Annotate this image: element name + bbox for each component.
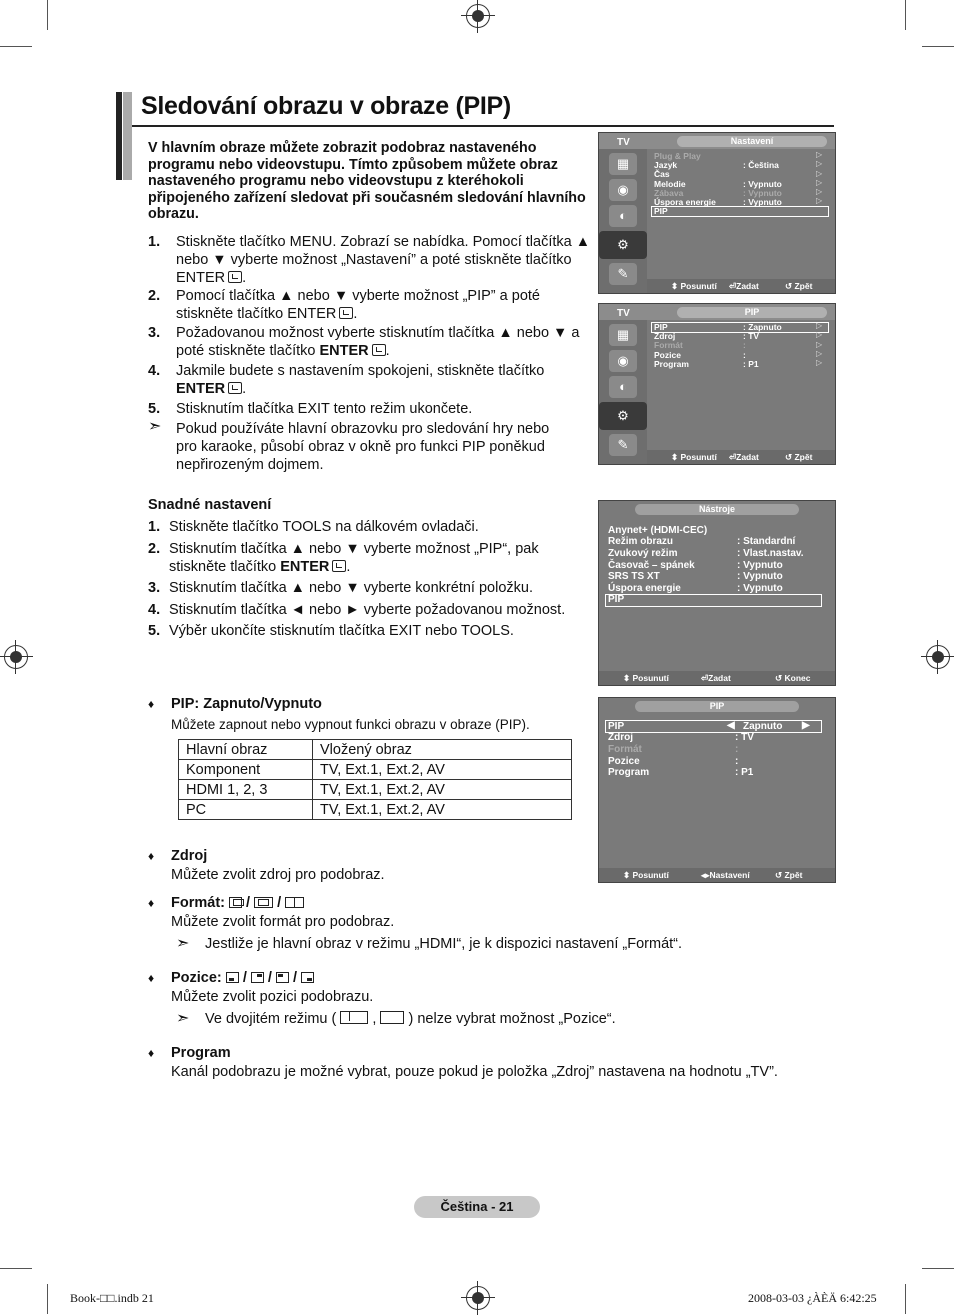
osd-header: PIP xyxy=(635,701,799,712)
osd-selection xyxy=(651,206,829,217)
step-text: Jakmile budete s nastavením spokojeni, stiskněte tlačítko xyxy=(176,363,545,379)
picture-menu-icon: ▦ xyxy=(609,153,637,175)
table-cell: HDMI 1, 2, 3 xyxy=(179,780,313,800)
osd-row-value: : P1 xyxy=(743,359,759,369)
print-footer-left: Book-□□.indb 21 xyxy=(70,1291,154,1305)
title-accent-bar xyxy=(116,92,122,180)
bullet-icon: ♦ xyxy=(148,849,155,863)
pozice-heading: Pozice: / / / xyxy=(171,970,314,986)
osd-row-label: PIP xyxy=(654,322,668,332)
osd-header: PIP xyxy=(677,307,827,318)
enter-hint: ⏎Zadat xyxy=(701,673,731,683)
osd-pip-tools-menu xyxy=(598,697,836,883)
osd-row-label: PIP xyxy=(654,206,668,216)
osd-row-label: Pozice xyxy=(608,756,640,767)
table-cell: Hlavní obraz xyxy=(179,740,313,760)
osd-selection xyxy=(605,720,822,733)
step-number: 4. xyxy=(148,363,161,379)
crop-mark xyxy=(0,46,32,47)
double-mode-icon xyxy=(340,1011,368,1024)
picture-menu-icon: ▦ xyxy=(609,324,637,346)
step-number: 2. xyxy=(148,541,161,557)
registration-mark-icon xyxy=(926,645,950,669)
table-cell: Komponent xyxy=(179,760,313,780)
osd-row-label: Pozice xyxy=(654,350,681,360)
sound-menu-icon: ◉ xyxy=(609,179,637,201)
osd-row-label: PIP xyxy=(608,594,625,605)
enter-label: ENTER xyxy=(319,343,369,359)
osd-row-value: : Standardní xyxy=(737,536,796,547)
move-hint: ⬍ Posunutí xyxy=(671,452,717,462)
table-row xyxy=(179,800,572,820)
step-number: 2. xyxy=(148,288,161,304)
bullet-icon: ♦ xyxy=(148,1046,155,1060)
osd-row-label: Zábava xyxy=(654,188,684,198)
title-accent-bar xyxy=(123,92,132,180)
crop-mark xyxy=(0,1268,32,1269)
osd-row-label: Formát xyxy=(608,744,642,755)
osd-row-value: : xyxy=(735,744,739,755)
osd-row-label: Plug & Play xyxy=(654,151,701,161)
step-text: Stisknutím tlačítka ◄ nebo ► vyberte požadovanou možnost. xyxy=(169,602,566,618)
osd-header: Nástroje xyxy=(635,504,799,515)
osd-tv-label: TV xyxy=(617,308,630,319)
step-text: Stisknutím tlačítka EXIT tento režim ukončete. xyxy=(176,401,473,417)
step-text: Pomocí tlačítka ▲ nebo ▼ vyberte možnost „PIP” a poté stiskněte tlačítko ENTER xyxy=(176,288,540,322)
osd-row-label: Anynet+ (HDMI-CEC) xyxy=(608,525,708,536)
arrow-right-icon: ▷ xyxy=(816,340,823,349)
step-number: 5. xyxy=(148,623,161,639)
move-hint: ⬍ Posunutí xyxy=(623,673,669,683)
zdroj-description: Můžete zvolit zdroj pro podobraz. xyxy=(171,867,385,883)
registration-mark-icon xyxy=(4,645,28,669)
osd-row-label: Program xyxy=(608,767,650,778)
position-top-left-icon xyxy=(276,972,289,983)
osd-row-value: : xyxy=(743,350,746,360)
osd-row-value: : TV xyxy=(735,732,754,743)
osd-pip-menu xyxy=(598,303,836,465)
step-number: 4. xyxy=(148,602,161,618)
table-row xyxy=(179,780,572,800)
note-arrow-icon: ➣ xyxy=(148,418,162,435)
intro-paragraph: V hlavním obraze můžete zobrazit podobraz nastaveného programu nebo videovstupu. Tímto způsobem můžete obraz nastaveného programu nebo videovstupu z kteréhokoli připojeného zařízení sledovat při současném sledování hlavního obrazu. xyxy=(148,140,586,223)
step-number: 1. xyxy=(148,519,161,535)
osd-row-label: Čas xyxy=(654,169,670,179)
crop-mark xyxy=(47,0,48,30)
table-cell: TV, Ext.1, Ext.2, AV xyxy=(313,780,572,800)
registration-mark-icon xyxy=(466,1286,490,1310)
osd-tv-label: TV xyxy=(617,137,630,148)
osd-row-label: Režim obrazu xyxy=(608,536,674,547)
step-number: 3. xyxy=(148,325,161,341)
position-top-right-icon xyxy=(251,972,264,983)
osd-row-value: : xyxy=(735,756,739,767)
bullet-icon: ♦ xyxy=(148,971,155,985)
arrow-right-icon: ▶ xyxy=(802,720,810,731)
sound-menu-icon: ◉ xyxy=(609,350,637,372)
osd-tools-menu xyxy=(598,500,836,686)
osd-row-value: : Čeština xyxy=(743,160,779,170)
note-arrow-icon: ➣ xyxy=(176,935,190,952)
position-bottom-right-icon xyxy=(301,972,314,983)
enter-label: ENTER xyxy=(280,559,330,575)
source-table xyxy=(178,739,572,820)
channel-menu-icon: ◐ xyxy=(609,205,637,227)
step-text: Výběr ukončíte stisknutím tlačítka EXIT nebo TOOLS. xyxy=(169,623,514,639)
step-number: 1. xyxy=(148,234,161,250)
osd-row-label: Melodie xyxy=(654,179,686,189)
step-text: Stiskněte tlačítko MENU. Zobrazí se nabídka. Pomocí tlačítka ▲ nebo ▼ vyberte možnost „Nastavení” a poté stiskněte tlačítko ENTER xyxy=(176,234,591,286)
pozice-note: Ve dvojitém režimu ( , ) nelze vybrat možnost „Pozice“. xyxy=(205,1011,616,1027)
program-heading: Program xyxy=(171,1045,231,1061)
osd-row-label: Zdroj xyxy=(608,732,633,743)
format-full-icon xyxy=(229,897,242,908)
crop-mark xyxy=(905,0,906,30)
table-cell: TV, Ext.1, Ext.2, AV xyxy=(313,760,572,780)
osd-row-label: Časovač – spánek xyxy=(608,560,695,571)
step-number: 3. xyxy=(148,580,161,596)
step-text: Stisknutím tlačítka ▲ nebo ▼ vyberte možnost „PIP“, pak stiskněte tlačítko xyxy=(169,541,539,575)
table-cell: PC xyxy=(179,800,313,820)
osd-row-value: Zapnuto xyxy=(743,721,783,732)
input-menu-icon: ✎ xyxy=(609,434,637,456)
zdroj-heading: Zdroj xyxy=(171,848,208,864)
format-double-icon xyxy=(285,897,304,908)
input-menu-icon: ✎ xyxy=(609,263,637,285)
easy-setup-heading: Snadné nastavení xyxy=(148,497,272,513)
note-arrow-icon: ➣ xyxy=(176,1010,190,1027)
format-note: Jestliže je hlavní obraz v režimu „HDMI“, je k dispozici nastavení „Formát“. xyxy=(205,936,683,952)
program-description: Kanál podobrazu je možné vybrat, pouze pokud je položka „Zdroj” nastavena na hodnotu „TV”. xyxy=(171,1064,778,1080)
osd-selection xyxy=(651,322,829,333)
format-wide-icon xyxy=(254,897,273,908)
crop-mark xyxy=(922,46,954,47)
pozice-note-end: ) nelze vybrat možnost „Pozice“. xyxy=(408,1011,616,1027)
step-text: Stiskněte tlačítko TOOLS na dálkovém ovladači. xyxy=(169,519,479,535)
format-label: Formát: xyxy=(171,895,225,911)
step-text: Požadovanou možnost vyberte stisknutím tlačítka ▲ nebo ▼ a poté stiskněte tlačítko xyxy=(176,325,580,359)
arrow-right-icon: ▷ xyxy=(816,358,823,367)
adjust-hint: ◂▸Nastavení xyxy=(701,870,750,880)
osd-row-value: : Zapnuto xyxy=(743,322,782,332)
arrow-right-icon: ▷ xyxy=(816,150,823,159)
return-hint: ↺ Zpět xyxy=(785,452,813,462)
pozice-description: Můžete zvolit pozici podobrazu. xyxy=(171,989,374,1005)
note-text: Pokud používáte hlavní obrazovku pro sledování hry nebo pro karaoke, působí obraz v okně pro funkci PIP poněkud nepřirozeným dojmem. xyxy=(176,421,550,473)
arrow-right-icon: ▷ xyxy=(816,349,823,358)
osd-row-label: Zvukový režim xyxy=(608,548,678,559)
arrow-right-icon: ▷ xyxy=(816,169,823,178)
osd-setup-menu xyxy=(598,132,836,294)
enter-hint: ⏎Zadat xyxy=(729,281,759,291)
osd-row-value: : Vypnuto xyxy=(737,571,783,582)
return-hint: ↺ Zpět xyxy=(775,870,803,880)
arrow-right-icon: ▷ xyxy=(816,321,823,330)
print-footer-right: 2008-03-03 ¿ÀÈÄ 6:42:25 xyxy=(748,1291,877,1305)
table-cell: Vložený obraz xyxy=(313,740,572,760)
position-bottom-left-icon xyxy=(226,972,239,983)
enter-icon xyxy=(372,344,386,356)
osd-header: Nastavení xyxy=(677,136,827,147)
move-hint: ⬍ Posunutí xyxy=(671,281,717,291)
format-description: Můžete zvolit formát pro podobraz. xyxy=(171,914,395,930)
exit-hint: ↺ Konec xyxy=(775,673,811,683)
osd-row-value: : xyxy=(743,340,746,350)
crop-mark xyxy=(922,1268,954,1269)
osd-row-value: : Vlast.nastav. xyxy=(737,548,804,559)
enter-icon xyxy=(332,560,346,572)
osd-row-value: : Vypnuto xyxy=(737,583,783,594)
osd-row-label: Formát xyxy=(654,340,683,350)
pozice-note-start: Ve dvojitém režimu ( xyxy=(205,1011,337,1027)
table-cell: TV, Ext.1, Ext.2, AV xyxy=(313,800,572,820)
arrow-right-icon: ▷ xyxy=(816,178,823,187)
setup-menu-icon: ⚙ xyxy=(599,402,647,430)
crop-mark xyxy=(47,1284,48,1314)
osd-row-label: Jazyk xyxy=(654,160,678,170)
arrow-left-icon: ◀ xyxy=(727,720,735,731)
return-hint: ↺ Zpět xyxy=(785,281,813,291)
setup-menu-icon: ⚙ xyxy=(599,231,647,259)
osd-row-label: Úspora energie xyxy=(654,197,716,207)
enter-label: ENTER xyxy=(176,381,226,397)
osd-row-value: : Vypnuto xyxy=(743,179,782,189)
osd-row-value: : Vypnuto xyxy=(737,560,783,571)
move-hint: ⬍ Posunutí xyxy=(623,870,669,880)
osd-row-value: : Vypnuto xyxy=(743,188,782,198)
step-number: 5. xyxy=(148,401,161,417)
osd-selection xyxy=(605,594,822,607)
pip-heading: PIP: Zapnuto/Vypnuto xyxy=(171,696,322,712)
crop-mark xyxy=(905,1284,906,1314)
osd-row-label: Úspora energie xyxy=(608,583,681,594)
registration-mark-icon xyxy=(466,4,490,28)
channel-menu-icon: ◐ xyxy=(609,376,637,398)
osd-row-label: SRS TS XT xyxy=(608,571,660,582)
page-title: Sledování obrazu v obraze (PIP) xyxy=(141,92,511,120)
arrow-right-icon: ▷ xyxy=(816,330,823,339)
arrow-right-icon: ▷ xyxy=(816,159,823,168)
osd-row-label: Zdroj xyxy=(654,331,676,341)
format-heading: Formát: / / xyxy=(171,895,304,911)
osd-row-value: : P1 xyxy=(735,767,754,778)
osd-row-value: : Vypnuto xyxy=(743,197,782,207)
arrow-right-icon: ▷ xyxy=(816,196,823,205)
bullet-icon: ♦ xyxy=(148,896,155,910)
osd-row-value: : TV xyxy=(743,331,760,341)
arrow-right-icon: ▷ xyxy=(816,187,823,196)
page-number: Čeština - 21 xyxy=(414,1196,540,1218)
enter-hint: ⏎Zadat xyxy=(729,452,759,462)
table-row xyxy=(179,740,572,760)
enter-icon xyxy=(228,382,242,394)
enter-icon xyxy=(339,307,353,319)
pozice-label: Pozice: xyxy=(171,970,222,986)
osd-row-label: PIP xyxy=(608,721,625,732)
title-rule xyxy=(132,125,834,127)
step-text: Stisknutím tlačítka ▲ nebo ▼ vyberte konkrétní položku. xyxy=(169,580,533,596)
osd-row-label: Program xyxy=(654,359,689,369)
enter-icon xyxy=(228,271,242,283)
table-row xyxy=(179,760,572,780)
bullet-icon: ♦ xyxy=(148,697,155,711)
pip-description: Můžete zapnout nebo vypnout funkci obrazu v obraze (PIP). xyxy=(171,717,530,732)
double-mode-wide-icon xyxy=(380,1011,404,1024)
